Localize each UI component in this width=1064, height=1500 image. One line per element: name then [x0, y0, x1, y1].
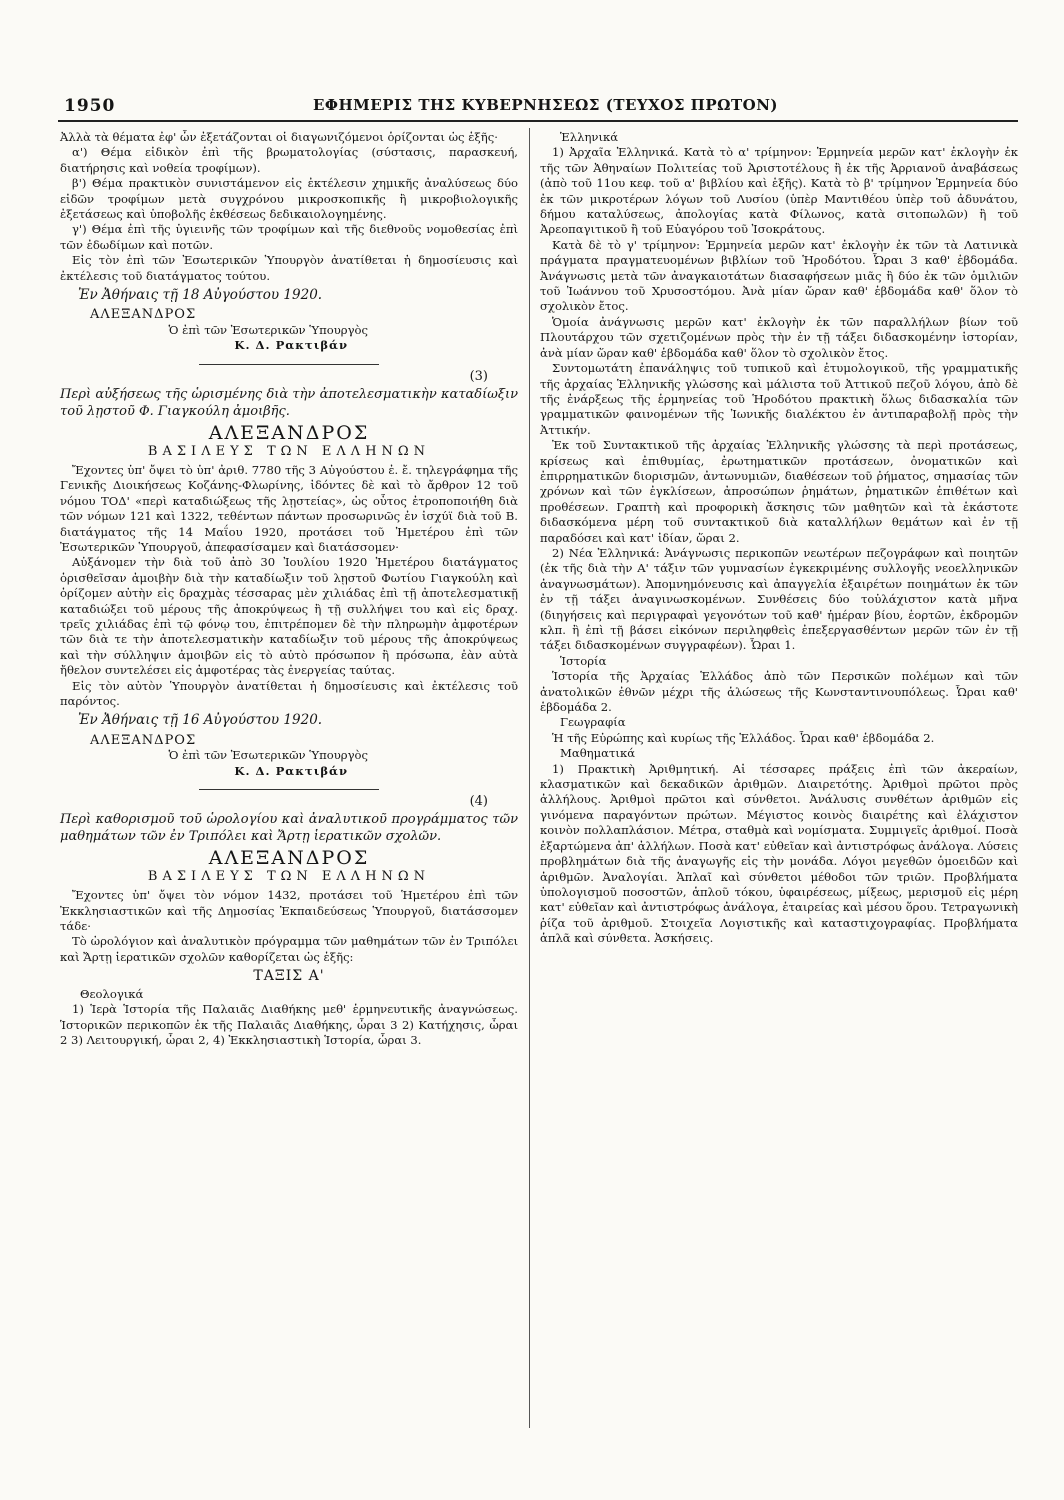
- left-column: [60, 130, 518, 1048]
- decree-date: Ἐν Ἀθήναις τῇ 18 Αὐγούστου 1920.: [78, 287, 323, 304]
- paragraph: Ὁμοία ἀνάγνωσις μερῶν κατ' ἐκλογὴν ἐκ τῶν παραλλήλων βίων τοῦ Πλουτάρχου τῶν σχετιζομένων πρὸς τὴν ἐν τῇ τάξει διδασκομένην ἱστορίαν, ἀνὰ μίαν ὥραν καθ' ἑβδομάδα καθ' ὅλον τὸ σχολικὸν ἔτος.: [540, 314, 1018, 360]
- decree-title: Περὶ αὐξήσεως τῆς ὡρισμένης διὰ τὴν ἀποτελεσματικὴν καταδίωξιν τοῦ λῃστοῦ Φ. Γιαγκούλη ἀμοιβῆς.: [60, 387, 518, 420]
- paragraph: β') Θέμα πρακτικὸν συνιστάμενον εἰς ἐκτέλεσιν χημικῆς ἀναλύσεως δύο εἰδῶν τροφίμων μετὰ συγχρόνου μικροσκοπικῆς ἢ μικροβιολογικῆς ἐξετάσεως καὶ ὑποβολῆς ἐκθέσεως δεδικαιολογημένης.: [60, 176, 518, 222]
- paragraph: 1) Ἀρχαῖα Ἑλληνικά. Κατὰ τὸ α' τρίμηνον: Ἑρμηνεία μερῶν κατ' ἐκλογὴν ἐκ τῆς τῶν Ἀθηναίων Πολιτείας τοῦ Ἀριστοτέλους ἢ ἐκ τῆς Ἀρριανοῦ ἀναβάσεως (ἀπὸ τοῦ 11ου κεφ. τοῦ α' βιβλίου καὶ ἑξῆς). Κατὰ τὸ β' τρίμηνον Ἑρμηνεία δύο ἐκ τῶν μικροτέρων λόγων τοῦ Λυσίου (ὑπὲρ Μαντιθέου ὑπὲρ τοῦ ἀδυνάτου, δήμου καταλύσεως, ἀπολογίας κατὰ Φίλωνος, κατὰ σιτοπωλῶν) ἢ τοῦ Ἀρεοπαγιτικοῦ ἢ τοῦ Εὐαγόρου τοῦ Ἰσοκράτους.: [540, 145, 1018, 237]
- decree-date: Ἐν Ἀθήναις τῇ 16 Αὐγούστου 1920.: [78, 712, 323, 729]
- page-header: [58, 94, 1018, 122]
- king-name: ΑΛΕΞΑΝΔΡΟΣ: [208, 847, 370, 870]
- subject-heading: Ἑλληνικά: [560, 130, 619, 144]
- paragraph: α') Θέμα εἰδικὸν ἐπὶ τῆς βρωματολογίας (σύστασις, παρασκευή, διατήρησις καὶ νοθεία τροφίμων).: [60, 145, 518, 175]
- decree-title: Περὶ καθορισμοῦ τοῦ ὡρολογίου καὶ ἀναλυτικοῦ προγράμματος τῶν μαθημάτων τῶν ἐν Τριπόλει καὶ Ἄρτῃ ἱερατικῶν σχολῶν.: [60, 812, 518, 845]
- paragraph: γ') Θέμα ἐπὶ τῆς ὑγιεινῆς τῶν τροφίμων καὶ τῆς διεθνοῦς νομοθεσίας ἐπὶ τῶν ἐδωδίμων καὶ ποτῶν.: [60, 222, 518, 252]
- king-signature: ΑΛΕΞΑΝΔΡΟΣ: [90, 307, 197, 323]
- decree-number: (3): [469, 368, 488, 384]
- paragraph: Ἐκ τοῦ Συντακτικοῦ τῆς ἀρχαίας Ἑλληνικῆς γλώσσης τὰ περὶ προτάσεως, κρίσεως καὶ ἐπιθυμίας, ἐρωτηματικῶν προτάσεων, ὀνοματικῶν καὶ ἐπιρρηματικῶν διορισμῶν, ἀντωνυμιῶν, διαθέσεων τοῦ ῥήματος, σημασίας τῶν χρόνων καὶ τῶν ἐγκλίσεων, ἀπροσώπων ῥημάτων, ῥηματικῶν ἐπιθέτων καὶ προθέσεων. Γραπτὴ καὶ προφορικὴ ἄσκησις τῶν μαθητῶν καὶ τὰ ἑκάστοτε διδασκόμενα μέρη τοῦ συντακτικοῦ διὰ καταλλήλων θεμάτων καὶ ἐν τῇ παραδόσει καὶ κατ' ἰδίαν, ὥραι 2.: [540, 438, 1018, 545]
- king-subtitle: ΒΑΣΙΛΕΥΣ ΤΩΝ ΕΛΛΗΝΩΝ: [147, 443, 431, 459]
- paragraph: Ἔχοντες ὑπ' ὄψει τὸ ὑπ' ἀριθ. 7780 τῆς 3 Αὐγούστου ἐ. ἔ. τηλεγράφημα τῆς Γενικῆς Διοικήσεως Κοζάνης-Φλωρίνης, ἰδόντες δὲ καὶ τὸ ἄρθρον 12 τοῦ νόμου ΤΟΔ' «περὶ καταδιώξεως τῆς λῃστείας», ὡς οὗτος ἐτροποποιήθη διὰ τῶν νόμων 121 καὶ 1322, τεθέντων πάντων προσωρινῶς ἐν ἰσχύϊ διὰ τοῦ Β. διατάγματος τῆς 14 Μαΐου 1920, προτάσει τοῦ Ἡμετέρου ἐπὶ τῶν Ἐσωτερικῶν Ὑπουργοῦ, ἀπεφασίσαμεν καὶ διατάσσομεν·: [60, 462, 518, 554]
- subject-heading: Θεολογικά: [80, 986, 144, 1001]
- decree-number: (4): [469, 794, 488, 810]
- paragraph: Ἀλλὰ τὰ θέματα ἐφ' ὧν ἐξετάζονται οἱ διαγωνιζόμενοι ὁρίζονται ὡς ἑξῆς·: [60, 130, 498, 144]
- paragraph: Συντομωτάτη ἐπανάληψις τοῦ τυπικοῦ καὶ ἐτυμολογικοῦ, τῆς γραμματικῆς τῆς ἀρχαίας Ἑλληνικῆς γλώσσης καὶ μάλιστα τοῦ Ἀττικοῦ πεζοῦ λόγου, ἀπὸ δὲ τῆς ἐνάρξεως τῆς ἑρμηνείας τοῦ Ἡροδότου πρακτικὴ ὅλως διδασκαλία τῶν γραμματικῶν φαινομένων τῆς Ἰωνικῆς διαλέκτου ἐν ἀντιπαραβολῇ πρὸς τὴν Ἀττικήν.: [540, 361, 1018, 437]
- paragraph: Ἡ τῆς Εὐρώπης καὶ κυρίως τῆς Ἑλλάδος. Ὧραι καθ' ἑβδομάδα 2.: [552, 730, 935, 745]
- column-divider: [529, 128, 530, 1428]
- paragraph: Εἰς τὸν ἐπὶ τῶν Ἐσωτερικῶν Ὑπουργὸν ἀνατίθεται ἡ δημοσίευσις καὶ ἐκτέλεσις τοῦ διατάγματος τούτου.: [60, 253, 518, 283]
- paragraph: Αὐξάνομεν τὴν διὰ τοῦ ἀπὸ 30 Ἰουλίου 1920 Ἡμετέρου διατάγματος ὁρισθεῖσαν ἀμοιβὴν διὰ τὴν καταδίωξιν τοῦ λῃστοῦ Φωτίου Γιαγκούλη καὶ ὁρίζομεν αὐτὴν εἰς δραχμὰς τέσσαρας μὲν χιλιάδας ἐπὶ τῇ ἀποτελεσματικῇ καταδιώξει τοῦ μέρους τῆς ἀποκρύψεως ἢ τῇ συλλήψει του καὶ εἰς δραχ. τρεῖς χιλιάδας ἐπὶ τῷ φόνῳ του, ἐπιτρέπομεν δὲ τὴν πληρωμὴν ἀμφοτέρων τῶν διὰ τε τὴν ἀποτελεσματικὴν καταδίωξιν τοῦ μέρους τῆς ἀποκρύψεως καὶ τὴν σύλληψιν ἀμοιβῶν εἰς τὸ αὐτὸ πρόσωπον ἢ πρόσωπα, ἐὰν αὐτὰ ἤθελον συντελέσει εἰς ἀμφοτέρας τὰς ἐνεργείας ταύτας.: [60, 555, 518, 678]
- newspaper-title: ΕΦΗΜΕΡΙΣ ΤΗΣ ΚΥΒΕΡΝΗΣΕΩΣ (ΤΕΥΧΟΣ ΠΡΩΤΟΝ): [313, 96, 778, 114]
- paragraph: Τὸ ὡρολόγιον καὶ ἀναλυτικὸν πρόγραμμα τῶν μαθημάτων τῶν ἐν Τριπόλει καὶ Ἄρτῃ ἱερατικῶν σχολῶν καθορίζεται ὡς ἑξῆς:: [60, 934, 518, 964]
- king-signature: ΑΛΕΞΑΝΔΡΟΣ: [90, 732, 197, 748]
- right-column: [540, 130, 1018, 947]
- paragraph: 1) Πρακτικὴ Ἀριθμητική. Αἱ τέσσαρες πράξεις ἐπὶ τῶν ἀκεραίων, κλασματικῶν καὶ δεκαδικῶν ἀριθμῶν. Διαιρετότης. Ἀριθμοὶ πρῶτοι πρὸς ἀλλήλους. Ἀριθμοὶ πρῶτοι καὶ σύνθετοι. Ἀνάλυσις συνθέτων ἀριθμῶν εἰς γινόμενα παραγόντων πρώτων. Μέγιστος κοινὸς διαιρέτης καὶ ἐλάχιστον κοινὸν πολλαπλάσιον. Μέτρα, σταθμὰ καὶ νομίσματα. Συμμιγεῖς ἀριθμοί. Ποσὰ ἐξαρτώμενα ἀπ' ἀλλήλων. Ποσὰ κατ' εὐθεῖαν καὶ ἀντιστρόφως ἀνάλογα. Λύσεις προβλημάτων διὰ τῆς ἀναγωγῆς εἰς τὴν μονάδα. Λόγοι μεγεθῶν ὁμοειδῶν καὶ ἀριθμῶν. Ἀναλογίαι. Ἁπλαῖ καὶ σύνθετοι μέθοδοι τῶν τριῶν. Προβλήματα ὑπολογισμοῦ ποσοστῶν, ἁπλοῦ τόκου, ὑφαιρέσεως, μίξεως, μερισμοῦ εἰς μέρη κατ' εὐθεῖαν καὶ ἀντιστρόφως ἀνάλογα, ἑταιρείας καὶ μέσου ὅρου. Τετραγωνικὴ ῥίζα τοῦ ἀριθμοῦ. Στοιχεῖα Λογιστικῆς καὶ καταστιχογραφίας. Προβλήματα ἁπλᾶ καὶ σύνθετα. Ἀσκήσεις.: [540, 761, 1018, 946]
- paragraph: 2) Νέα Ἑλληνικά: Ἀνάγνωσις περικοπῶν νεωτέρων πεζογράφων καὶ ποιητῶν (ἐκ τῆς διὰ τὴν Α' τάξιν τῶν γυμνασίων ἐγκεκριμένης συλλογῆς νεοελληνικῶν ἀναγνωσμάτων). Ἀπομνημόνευσις καὶ ἀπαγγελία ἐξαιρέτων ποιημάτων ἐκ τῶν ἐν τῇ τάξει ἀναγινωσκομένων. Συνθέσεις δύο τοὐλάχιστον κατὰ μῆνα (διηγήσεις καὶ περιγραφαὶ γεγονότων τοῦ καθ' ἡμέραν βίου, ἑορτῶν, ἐκδρομῶν κλπ. ἢ ἐπὶ τῇ βάσει εἰκόνων περιληφθεὶς ἐπεξεργασθέντων μερῶν τῶν ἐν τῇ τάξει διδασκομένων συγγραφέων). Ὧραι 1.: [540, 545, 1018, 653]
- paragraph: Ἔχοντες ὑπ' ὄψει τὸν νόμον 1432, προτάσει τοῦ Ἡμετέρου ἐπὶ τῶν Ἐκκλησιαστικῶν καὶ τῆς Δημοσίας Ἐκπαιδεύσεως Ὑπουργοῦ, διατάσσομεν τάδε·: [60, 888, 518, 934]
- subject-heading: Μαθηματικά: [560, 746, 636, 761]
- king-subtitle: ΒΑΣΙΛΕΥΣ ΤΩΝ ΕΛΛΗΝΩΝ: [147, 868, 431, 884]
- minister-title: Ὁ ἐπὶ τῶν Ἐσωτερικῶν Ὑπουργὸς: [168, 748, 368, 763]
- minister-name: Κ. Δ. Ρακτιβάν: [234, 338, 348, 353]
- king-name: ΑΛΕΞΑΝΔΡΟΣ: [208, 422, 370, 445]
- paragraph: 1) Ἱερὰ Ἱστορία τῆς Παλαιᾶς Διαθήκης μεθ' ἑρμηνευτικῆς ἀναγνώσεως. Ἱστορικῶν περικοπῶν ἐκ τῆς Παλαιᾶς Διαθήκης, ὧραι 3 2) Κατήχησις, ὧραι 2 3) Λειτουργική, ὧραι 2, 4) Ἐκκλησιαστικὴ Ἱστορία, ὧραι 3.: [60, 1002, 518, 1047]
- subject-heading: Γεωγραφία: [560, 715, 626, 730]
- minister-name: Κ. Δ. Ρακτιβάν: [234, 763, 348, 778]
- paragraph: Κατὰ δὲ τὸ γ' τρίμηνον: Ἑρμηνεία μερῶν κατ' ἐκλογὴν ἐκ τῶν τὰ Λατινικὰ πράγματα πραγματευομένων βιβλίων τοῦ Ἡροδότου. Ὧραι 3 καθ' ἑβδομάδα. Ἀνάγνωσις μετὰ τῶν ἀναγκαιοτάτων διασαφήσεων μιᾶς ἢ δύο ἐκ τῶν ὁμιλιῶν τοῦ Ἰωάννου τοῦ Χρυσοστόμου. Ἀνὰ μίαν ὥραν καθ' ἑβδομάδα καθ' ὅλον τὸ σχολικὸν ἔτος.: [540, 237, 1018, 314]
- paragraph: Εἰς τὸν αὐτὸν Ὑπουργὸν ἀνατίθεται ἡ δημοσίευσις καὶ ἐκτέλεσις τοῦ παρόντος.: [60, 678, 518, 708]
- subject-heading: Ἱστορία: [560, 653, 607, 668]
- section-separator: [199, 789, 379, 790]
- class-heading: ΤΑΞΙΣ Α': [253, 968, 325, 985]
- minister-title: Ὁ ἐπὶ τῶν Ἐσωτερικῶν Ὑπουργὸς: [168, 322, 368, 337]
- header-rule: [58, 120, 1018, 122]
- paragraph: Ἱστορία τῆς Ἀρχαίας Ἑλλάδος ἀπὸ τῶν Περσικῶν πολέμων καὶ τῶν ἀνατολικῶν ἐθνῶν μέχρι τῆς ἁλώσεως τῆς Κωνσταντινουπόλεως. Ὧραι καθ' ἑβδομάδα 2.: [540, 669, 1018, 715]
- page-number: 1950: [64, 96, 116, 116]
- section-separator: [199, 364, 379, 365]
